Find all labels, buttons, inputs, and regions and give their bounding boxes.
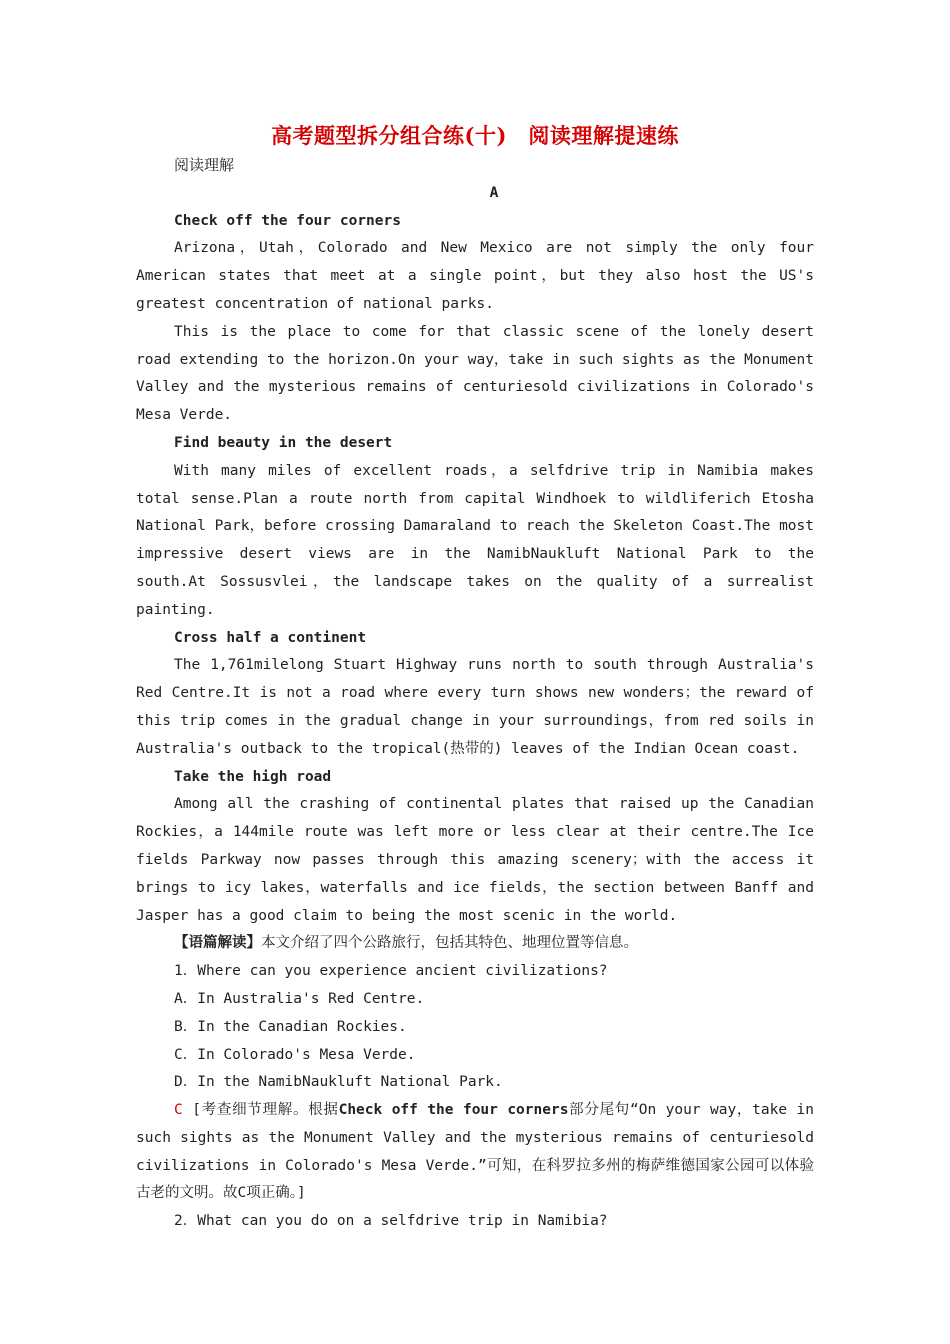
explanation-bold-heading: Check off the four corners — [338, 1102, 569, 1119]
question-1-option-a: A．In Australia's Red Centre. — [174, 990, 425, 1007]
question-1-option-d: D．In the NamibNaukluft National Park. — [174, 1074, 503, 1091]
passage-paragraph-5: Among all the crashing of continental plates that raised up the Canadian Rockies，a 144mile route was left more or less clear at their centre.The Ice fields Parkway now passes through this amazing scenery；with the access it brings to icy lakes，waterfalls and ice fields，the section between Banff and Jasper has a good claim to being the most scenic in the world. — [136, 796, 814, 924]
section-label: 阅读理解 — [174, 156, 235, 174]
question-1-option-b: B．In the Canadian Rockies. — [174, 1018, 407, 1035]
content-column — [136, 152, 814, 1236]
question-1-stem: 1．Where can you experience ancient civilizations? — [174, 963, 608, 980]
explanation-part-1: [考查细节理解。根据 — [192, 1102, 339, 1119]
question-1-explanation — [136, 1097, 814, 1208]
passage-heading-3: Cross half a continent — [174, 629, 367, 646]
analysis-text: 本文介绍了四个公路旅行，包括其特色、地理位置等信息。 — [261, 935, 638, 952]
analysis-note — [136, 930, 814, 958]
question-2-stem: 2．What can you do on a selfdrive trip in Namibia? — [174, 1213, 608, 1230]
passage-paragraph-1: Arizona，Utah，Colorado and New Mexico are not simply the only four American states that meet at a single point，but they also host the US's greatest concentration of national parks. — [136, 240, 814, 312]
passage-paragraph-2: This is the place to come for that classic scene of the lonely desert road extending to the horizon.On your way，take in such sights as the Monument Valley and the mysterious remains of centuriesold civilizations in Colorado's Mesa Verde. — [136, 323, 814, 424]
passage-heading-4: Take the high road — [174, 768, 332, 785]
question-1-option-c: C．In Colorado's Mesa Verde. — [174, 1046, 416, 1063]
passage-letter: A — [489, 184, 499, 201]
page-title: 高考题型拆分组合练(十) 阅读理解提速练 — [271, 123, 679, 148]
passage-paragraph-3: With many miles of excellent roads，a selfdrive trip in Namibia makes total sense.Plan a route north from capital Windhoek to wildliferich Etosha National Park，before crossing Damaraland to reach the Skeleton Coast.The most impressive desert views are in the NamibNaukluft National Park to the south.At Sossusvlei，the landscape takes on the quality of a surrealist painting. — [136, 462, 814, 618]
question-1-answer: C — [174, 1102, 183, 1119]
passage-heading-1: Check off the four corners — [174, 212, 401, 229]
passage-paragraph-4: The 1,761milelong Stuart Highway runs north to south through Australia's Red Centre.It is not a road where every turn shows new wonders；the reward of this trip comes in the gradual change in your surroundings，from red soils in Australia's outback to the tropical(热带的) leaves of the Indian Ocean coast. — [136, 657, 814, 757]
passage-heading-2: Find beauty in the desert — [174, 434, 393, 451]
explanation-part-2: 部分尾句“On your way，take in such sights as the Monument Valley and the mysterious remains of centuriesold civilizations in Colorado's Mesa Verde.”可知，在科罗拉多州的梅萨维德国家公园可以体验古老的文明。故C项正确。] — [136, 1102, 814, 1202]
analysis-label: 【语篇解读】 — [174, 935, 261, 952]
